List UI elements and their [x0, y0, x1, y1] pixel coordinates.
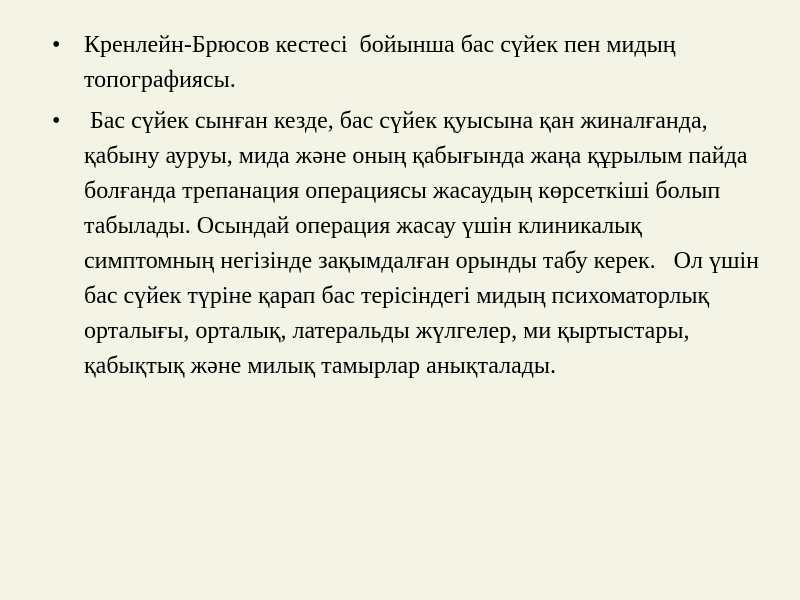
bullet-marker: • [52, 108, 61, 134]
bullet-text-topography: Кренлейн-Брюсов кестесі бойынша бас сүйек пен мидың топографиясы. [84, 32, 688, 93]
bullet-item-1 [50, 28, 770, 98]
bullet-marker: • [52, 32, 61, 58]
bullet-item-2 [50, 104, 770, 384]
bullet-text-trepanation: Бас сүйек сынған кезде, бас сүйек қуысына қан жиналғанда, қабыну ауруы, мида және оның қабығында жаңа құрылым пайда болғанда трепанация операциясы жасаудың көрсеткіші болып табылады. Осындай операция жасау үшін клиникалық симптомның негізінде зақымдалған орынды табу керек. Ол үшін бас сүйек түріне қарап бас терісіндегі мидың психоматорлық орталығы, орталық, латеральды жүлгелер, ми қыртыстары, қабықтық және милық тамырлар анықталады. [84, 108, 765, 379]
bullet-list [50, 28, 770, 390]
